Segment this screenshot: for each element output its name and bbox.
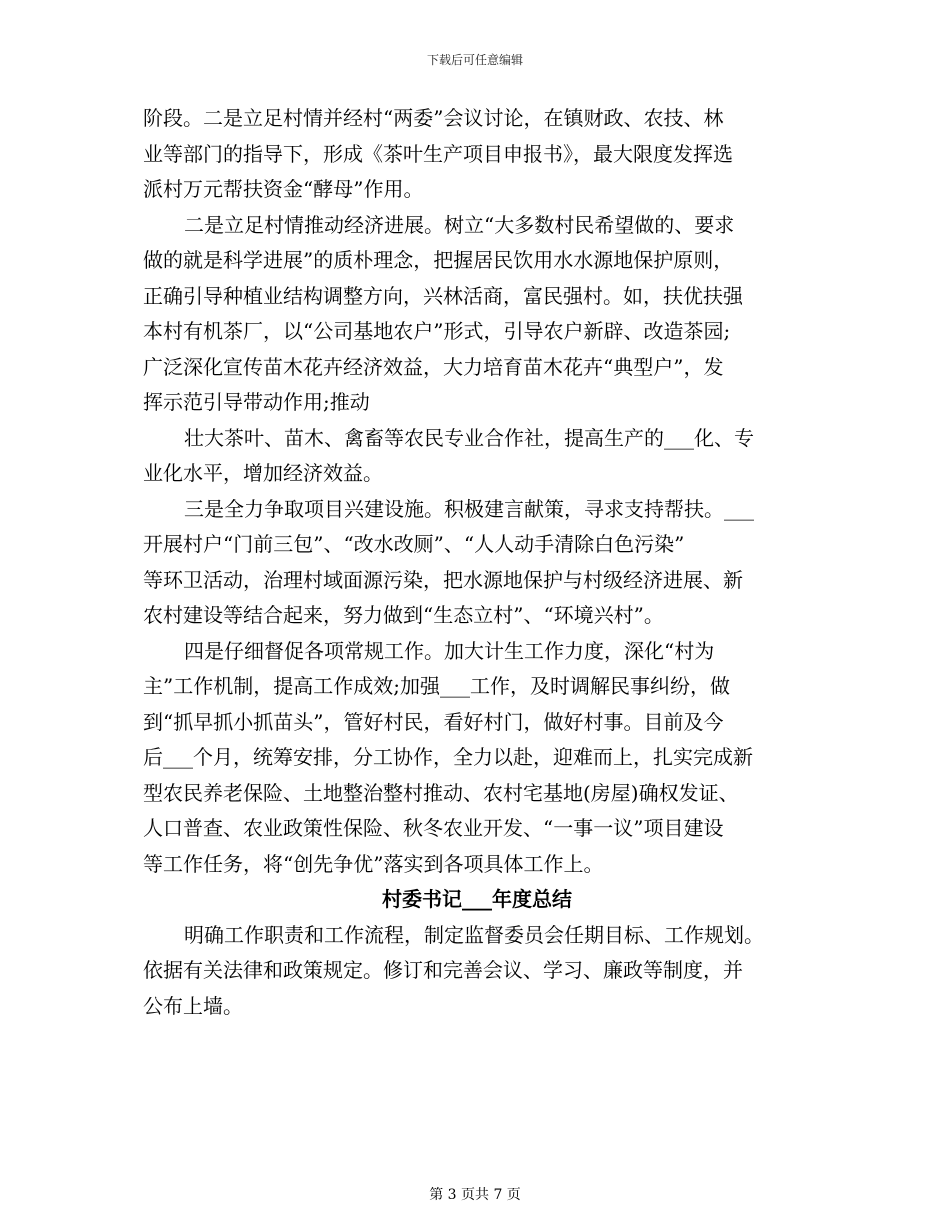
paragraph-start-line: 二是立足村情推动经济进展。树立“大多数村民希望做的、要求 <box>184 212 735 237</box>
body-line: 本村有机茶厂，以“公司基地农户”形式，引导农户新辟、改造茶园; <box>143 319 731 343</box>
paragraph-start-line: 四是仔细督促各项常规工作。加大计生工作力度，深化“村为 <box>184 638 715 663</box>
body-line: 开展村户“门前三包”、“改水改厕”、“人人动手清除白色污染” <box>143 532 685 556</box>
body-line: 广泛深化宣传苗木花卉经济效益，大力培育苗木花卉“典型户”，发 <box>143 354 724 379</box>
body-line: 派村万元帮扶资金“酵母”作用。 <box>143 177 424 201</box>
body-line: 做的就是科学进展”的质朴理念，把握居民饮用水水源地保护原则， <box>143 248 734 272</box>
paragraph-start-line: 壮大茶叶、苗木、禽畜等农民专业合作社，提高生产的___化、专 <box>184 425 754 450</box>
page-header: 下载后可任意编辑 <box>426 53 523 67</box>
body-line: 阶段。二是立足村情并经村“两委”会议讨论，在镇财政、农技、林 <box>143 106 724 130</box>
section-heading: 村委书记___年度总结 <box>382 887 572 911</box>
document-body <box>143 101 811 1024</box>
body-line: 依据有关法律和政策规定。修订和完善会议、学习、廉政等制度，并 <box>143 958 743 982</box>
body-line: 业等部门的指导下，形成《茶叶生产项目申报书》，最大限度发挥选 <box>143 141 733 166</box>
paragraph-start-line: 明确工作职责和工作流程，制定监督委员会任期目标、工作规划。 <box>184 922 764 947</box>
body-line: 公布上墙。 <box>143 993 243 1018</box>
body-line: 等环卫活动，治理村域面源污染，把水源地保护与村级经济进展、新 <box>143 567 743 592</box>
body-line: 农村建设等结合起来，努力做到“生态立村”、“环境兴村”。 <box>143 603 664 627</box>
body-line: 主”工作机制，提高工作成效;加强___工作，及时调解民事纠纷，做 <box>143 674 730 698</box>
body-line: 型农民养老保险、土地整治整村推动、农村宅基地(房屋)确权发证、 <box>143 780 739 805</box>
body-line: 后___个月，统筹安排，分工协作，全力以赴，迎难而上，扎实完成新 <box>143 745 753 769</box>
body-line: 人口普查、农业政策性保险、秋冬农业开发、“一事一议”项目建设 <box>143 816 724 840</box>
page-number-footer: 第 3 页共 7 页 <box>429 1187 521 1203</box>
body-line: 等工作任务，将“创先争优”落实到各项具体工作上。 <box>143 851 604 876</box>
body-line: 挥示范引导带动作用;推动 <box>143 390 370 414</box>
paragraph-start-line: 三是全力争取项目兴建设施。积极建言献策，寻求支持帮扶。___ <box>184 496 754 521</box>
body-line: 正确引导种植业结构调整方向，兴林活商，富民强村。如，扶优扶强 <box>143 283 743 308</box>
body-line: 业化水平，增加经济效益。 <box>143 461 383 485</box>
body-line: 到“抓早抓小抓苗头”，管好村民，看好村门，做好村事。目前及今 <box>143 709 724 734</box>
